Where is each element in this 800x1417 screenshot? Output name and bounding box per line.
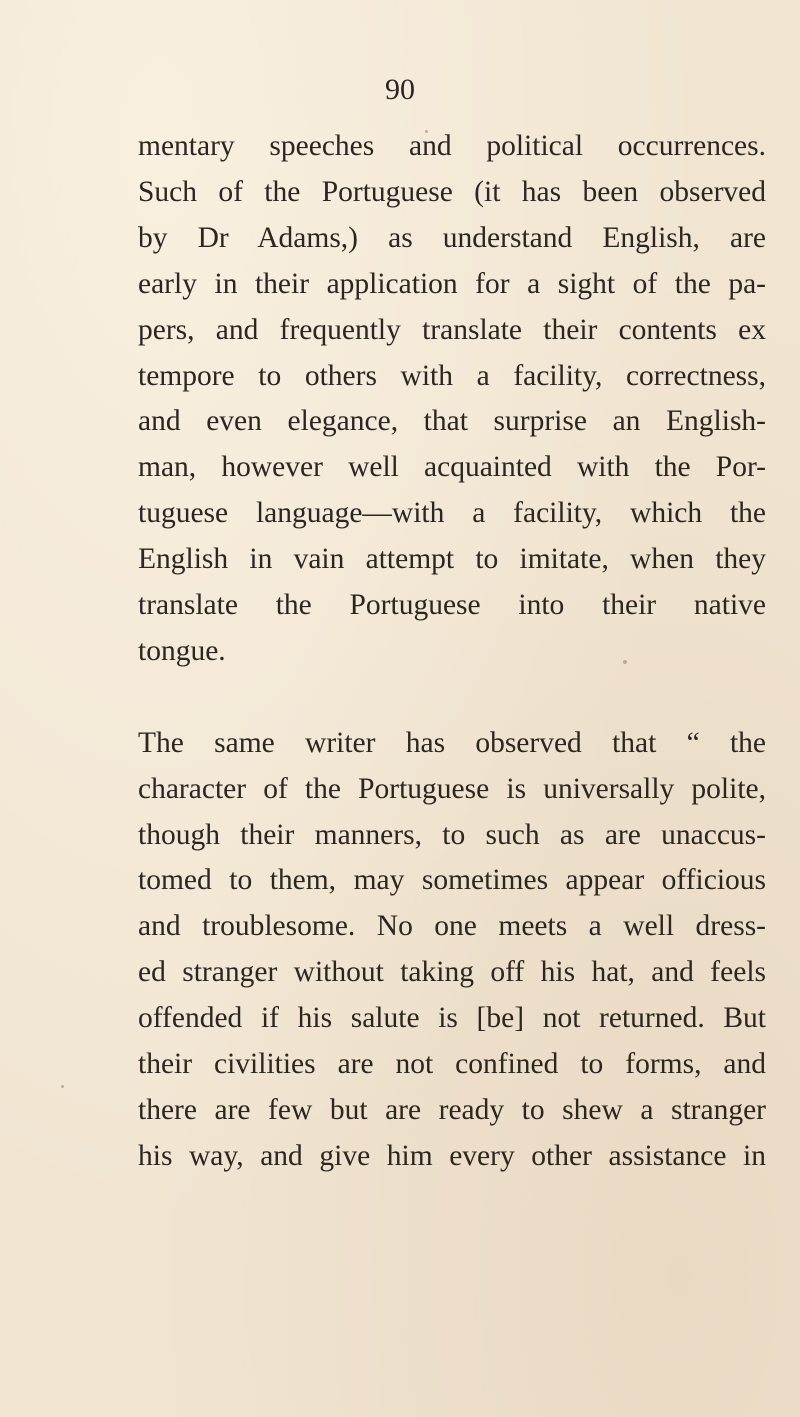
text-line: though their manners, to such as are unaccus- [138, 818, 766, 851]
text-line: there are few but are ready to shew a stranger [138, 1094, 766, 1127]
text-line: mentary speeches and political occurrences. [138, 130, 766, 162]
text-line: offended if his salute is [be] not returned. But [138, 1002, 766, 1035]
text-line: tongue. [138, 634, 226, 667]
text-line: by Dr Adams,) as understand English, are [138, 221, 766, 254]
paragraph-gap [138, 675, 766, 721]
text-line: early in their application for a sight of the pa- [138, 267, 766, 300]
text-line: The same writer has observed that “ the [138, 726, 766, 759]
paper-fleck [623, 660, 627, 664]
page-number: 90 [385, 73, 415, 106]
text-line: and troublesome. No one meets a well dress- [138, 910, 766, 943]
paragraph-1 [138, 124, 766, 675]
text-line: tomed to them, may sometimes appear officious [138, 864, 766, 897]
paper-fleck [61, 1085, 64, 1088]
text-line: their civilities are not confined to forms, and [138, 1048, 766, 1081]
text-line: and even elegance, that surprise an English- [138, 405, 766, 438]
text-line: character of the Portuguese is universally polite, [138, 772, 766, 805]
text-line: English in vain attempt to imitate, when they [138, 543, 766, 576]
paper-fleck [425, 130, 428, 133]
text-line: tempore to others with a facility, correctness, [138, 359, 766, 392]
text-line: translate the Portuguese into their native [138, 589, 766, 622]
text-line: pers, and frequently translate their contents ex [138, 313, 766, 346]
text-line: man, however well acquainted with the Por- [138, 451, 766, 484]
text-body [138, 124, 766, 1180]
text-line: tuguese language—with a facility, which the [138, 497, 766, 530]
paragraph-2 [138, 721, 766, 1180]
text-line: Such of the Portuguese (it has been observed [138, 175, 766, 208]
text-line: his way, and give him every other assistance in [138, 1139, 766, 1172]
text-line: ed stranger without taking off his hat, and feels [138, 956, 766, 989]
